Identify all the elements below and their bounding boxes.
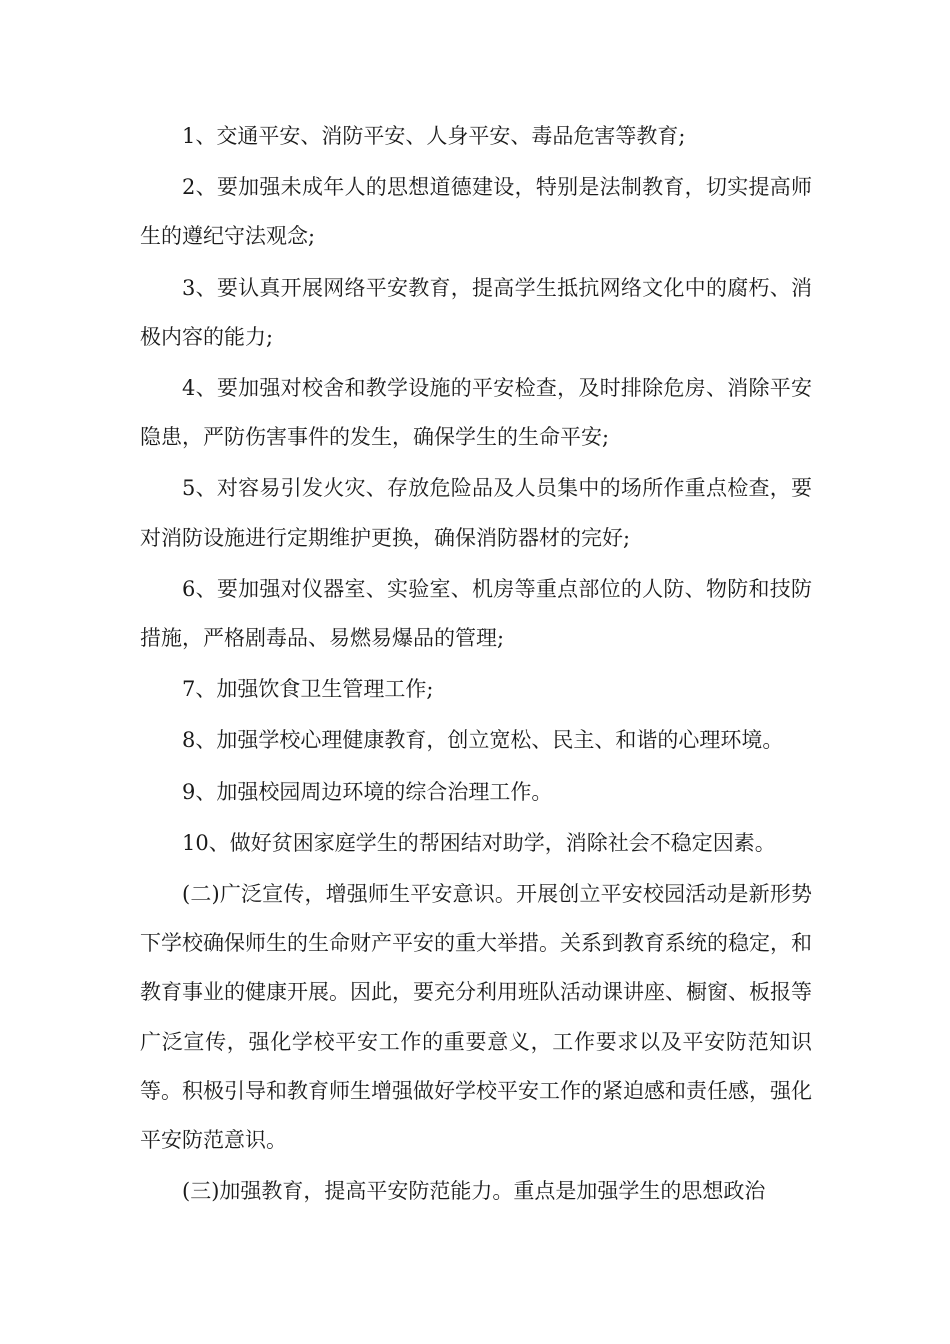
- paragraph-1: 1、交通平安、消防平安、人身平安、毒品危害等教育;: [182, 124, 686, 148]
- paragraph-3: 3、要认真开展网络平安教育，提高学生抵抗网络文化中的腐朽、消极内容的能力;: [140, 275, 812, 349]
- paragraph-6: 6、要加强对仪器室、实验室、机房等重点部位的人防、物防和技防措施，严格剧毒品、易燃易爆品的管理;: [140, 576, 812, 651]
- paragraph-section-2: (二)广泛宣传，增强师生平安意识。开展创立平安校园活动是新形势下学校确保师生的生命财产平安的重大举措。关系到教育系统的稳定，和教育事业的健康开展。因此，要充分利用班队活动课讲座、橱窗、板报等广泛宣传，强化学校平安工作的重要意义，工作要求以及平安防范知识等。积极引导和教育师生增强做好学校平安工作的紧迫感和责任感，强化平安防范意识。: [140, 882, 812, 1153]
- paragraph-9: 9、加强校园周边环境的综合治理工作。: [182, 779, 553, 804]
- paragraph-7: 7、加强饮食卫生管理工作;: [182, 677, 434, 702]
- paragraph-8: 8、加强学校心理健康教育，创立宽松、民主、和谐的心理环境。: [182, 728, 784, 753]
- paragraph-2: 2、要加强未成年人的思想道德建设，特别是法制教育，切实提高师生的遵纪守法观念;: [140, 175, 812, 249]
- paragraph-5: 5、对容易引发火灾、存放危险品及人员集中的场所作重点检查，要对消防设施进行定期维护更换，确保消防器材的完好;: [140, 476, 812, 550]
- paragraph-4: 4、要加强对校舍和教学设施的平安检查，及时排除危房、消除平安隐患，严防伤害事件的发生，确保学生的生命平安;: [140, 376, 812, 450]
- paragraph-10: 10、做好贫困家庭学生的帮困结对助学，消除社会不稳定因素。: [182, 830, 776, 855]
- document-body: [140, 112, 812, 1218]
- paragraph-section-3: (三)加强教育，提高平安防范能力。重点是加强学生的思想政治: [182, 1179, 766, 1204]
